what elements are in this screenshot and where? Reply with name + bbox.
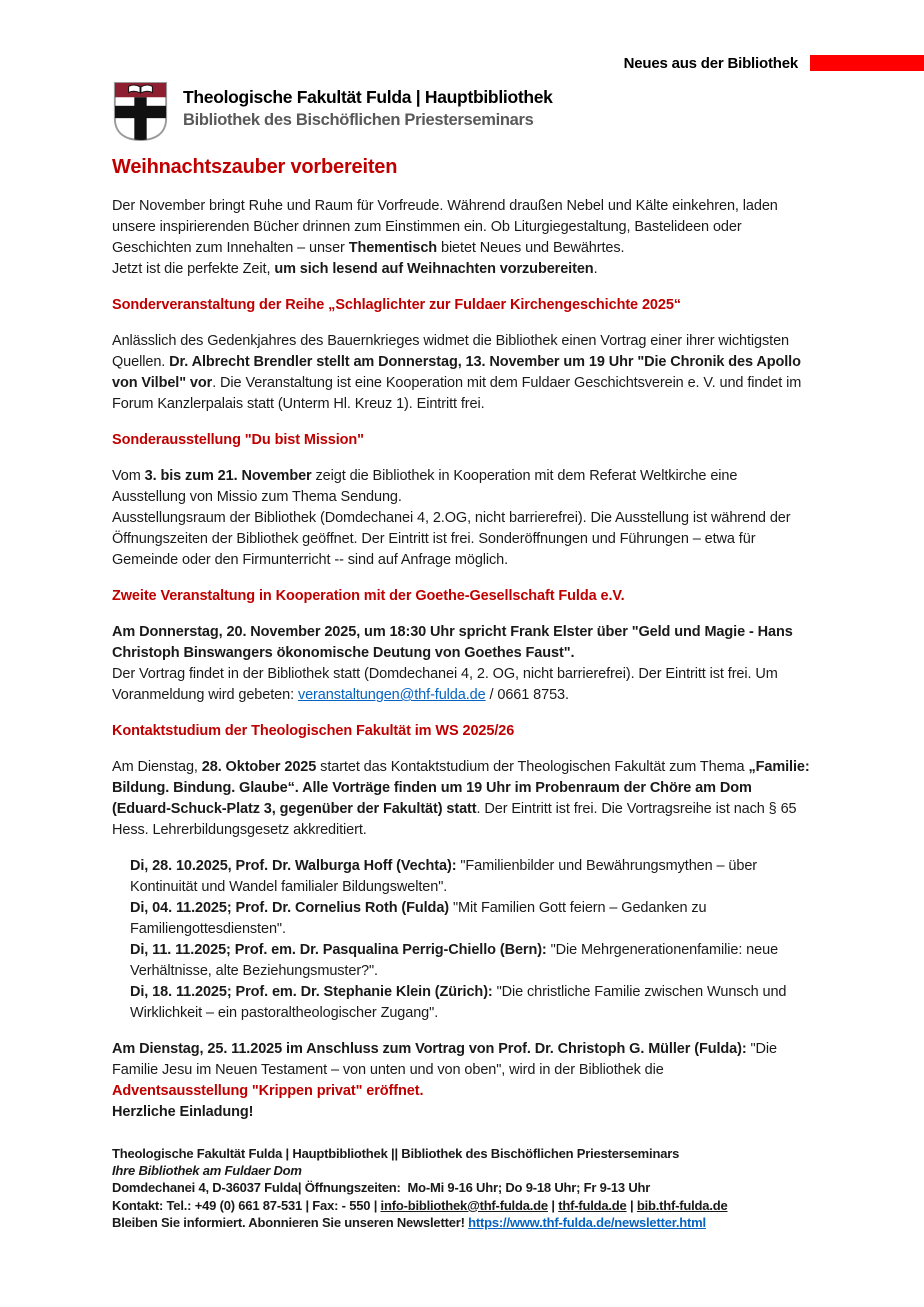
text-run: Theologische Fakultät Fulda | Hauptbibliothek || Bibliothek des Bischöflichen Priesterseminars — [112, 1146, 680, 1161]
text-run: Jetzt ist die perfekte Zeit, — [112, 261, 275, 277]
text-run: Herzliche Einladung! — [112, 1104, 254, 1120]
footer-tagline — [112, 1162, 812, 1179]
text-run: . Der Eintritt ist frei. Die Vortragsreihe ist nach § 65 Hess. Lehrerbildungsgesetz akkreditiert. — [112, 801, 797, 838]
lecture-list — [130, 856, 812, 1024]
text-run: "Die Familie Jesu im Neuen Testament – von unten und von oben", wird in der Bibliothek die — [112, 1041, 778, 1078]
text-run: . Die Veranstaltung ist eine Kooperation mit dem Fuldaer Geschichtsverein e. V. und findet im Forum Kanzlerpalais statt (Unterm Hl. Kreuz 1). Eintritt frei. — [112, 375, 802, 412]
text-run: Am Dienstag, — [112, 759, 202, 775]
text-run: "Die Mehrgenerationenfamilie: neue Verhältnisse, alte Beziehungsmuster?". — [130, 942, 779, 979]
text-run: Vom — [112, 468, 145, 484]
text-run: Anlässlich des Gedenkjahres des Bauernkrieges widmet die Bibliothek einen Vortrag einer ihrer wichtigsten Quellen. — [112, 333, 790, 370]
link-bib-thf-fulda[interactable]: bib.thf-fulda.de — [636, 1197, 728, 1213]
text-run: Ausstellungsraum der Bibliothek (Domdechanei 4, 2.OG, nicht barrierefrei). Die Ausstellung ist während der Öffnungszeiten der Bibliothek geöffnet. Der Eintritt ist frei. Sonderöffnungen und Führungen – etwa für Gemeinde oder den Firmunterricht -- sind auf Anfrage möglich. — [112, 510, 791, 568]
paragraph-missio-ausstellung — [112, 466, 812, 571]
text-run: / 0661 8753. — [485, 687, 569, 703]
org-subtitle: Bibliothek des Bischöflichen Priesterseminars — [183, 111, 534, 129]
heading-sonderveranstaltung: Sonderveranstaltung der Reihe „Schlaglichter zur Fuldaer Kirchengeschichte 2025“ — [112, 297, 681, 313]
text-run: | — [547, 1197, 559, 1213]
text-run: Bleiben Sie informiert. Abonnieren Sie unseren Newsletter! — [112, 1214, 469, 1230]
text-run: "Die christliche Familie zwischen Wunsch und Wirklichkeit – ein pastoraltheologischer Zugang". — [130, 984, 787, 1021]
text-run: Am Donnerstag, 20. November 2025, um 18:30 Uhr spricht Frank Elster über "Geld und Magie - Hans Christoph Binswangers ökonomische Deutung von Goethes Faust". — [112, 624, 793, 661]
footer-newsletter — [112, 1214, 812, 1231]
masthead-label: Neues aus der Bibliothek — [623, 54, 798, 72]
email-link-info-bibliothek[interactable]: info-bibliothek@thf-fulda.de — [380, 1197, 548, 1213]
text-run: Der Vortrag findet in der Bibliothek statt (Domdechanei 4, 2. OG, nicht barrierefrei). Der Eintritt ist frei. Um Voranmeldung wird gebeten: — [112, 666, 778, 703]
text-run: Di, 04. 11.2025; Prof. Dr. Cornelius Roth (Fulda) — [130, 900, 450, 916]
email-link-veranstaltungen[interactable]: veranstaltungen@thf-fulda.de — [297, 687, 486, 703]
article-body — [112, 196, 812, 1123]
page-title: Weihnachtszauber vorbereiten — [112, 156, 398, 178]
text-run: bietet Neues und Bewährtes. — [437, 240, 625, 256]
fulda-library-shield-logo — [112, 80, 169, 143]
paragraph-bauernkrieg-vortrag — [112, 331, 812, 415]
text-run: Am Dienstag, 25. 11.2025 im Anschluss zum Vortrag von Prof. Dr. Christoph G. Müller (Fulda): — [112, 1041, 747, 1057]
footer-address-hours — [112, 1179, 812, 1196]
text-run: Ihre Bibliothek am Fuldaer Dom — [112, 1163, 302, 1179]
text-run: 3. bis zum 21. November — [144, 468, 312, 484]
org-name: Theologische Fakultät Fulda | Hauptbibliothek — [183, 87, 553, 107]
text-run: Di, 11. 11.2025; Prof. em. Dr. Pasqualina Perrig-Chiello (Bern): — [130, 942, 547, 958]
org-header — [112, 80, 812, 143]
paragraph-adventsausstellung — [112, 1039, 812, 1123]
link-thf-fulda[interactable]: thf-fulda.de — [558, 1197, 627, 1213]
text-run: "Familienbilder und Bewährungsmythen – über Kontinuität und Wandel familialer Bildungswelten". — [130, 858, 758, 895]
text-run: Di, 28. 10.2025, Prof. Dr. Walburga Hoff (Vechta): — [130, 858, 457, 874]
text-run: Di, 18. 11.2025; Prof. em. Dr. Stephanie Klein (Zürich): — [130, 984, 493, 1000]
heading-goethe-gesellschaft: Zweite Veranstaltung in Kooperation mit der Goethe-Gesellschaft Fulda e.V. — [112, 588, 625, 604]
intro-paragraph — [112, 196, 812, 280]
text-run: „Familie: Bildung. Bindung. Glaube“. Alle Vorträge finden um 19 Uhr im Probenraum der Chöre am Dom (Eduard-Schuck-Platz 3, gegenüber der Fakultät) statt — [112, 759, 810, 817]
text-run: Domdechanei 4, D-36037 Fulda| Öffnungszeiten: Mo-Mi 9-16 Uhr; Do 9-18 Uhr; Fr 9-13 Uhr — [112, 1180, 651, 1196]
text-run: Dr. Albrecht Brendler stellt am Donnerstag, 13. November um 19 Uhr "Die Chronik des Apollo von Vilbel" vor — [112, 354, 801, 391]
text-run: um sich lesend auf Weihnachten vorzubereiten — [274, 261, 594, 277]
text-run: . — [593, 261, 598, 277]
text-run: | — [626, 1197, 637, 1213]
masthead — [112, 54, 812, 72]
text-run: Thementisch — [348, 240, 438, 256]
text-run: Adventsausstellung "Krippen privat" eröffnet. — [112, 1083, 424, 1099]
footer — [112, 1145, 812, 1231]
newsletter-link[interactable]: https://www.thf-fulda.de/newsletter.html — [468, 1214, 706, 1230]
text-run: startet das Kontaktstudium der Theologischen Fakultät zum Thema — [316, 759, 749, 775]
footer-contact — [112, 1197, 812, 1214]
text-run: zeigt die Bibliothek in Kooperation mit dem Referat Weltkirche eine Ausstellung von Missio zum Thema Sendung. — [112, 468, 738, 505]
red-accent-bar — [810, 55, 924, 71]
heading-sonderausstellung: Sonderausstellung "Du bist Mission" — [112, 432, 364, 448]
paragraph-kontaktstudium — [112, 757, 812, 841]
paragraph-goethe-vortrag — [112, 622, 812, 706]
text-run: "Mit Familien Gott feiern – Gedanken zu Familiengottesdiensten". — [130, 900, 707, 937]
org-title-block — [183, 80, 553, 130]
heading-kontaktstudium: Kontaktstudium der Theologischen Fakultät im WS 2025/26 — [112, 723, 515, 739]
text-run: Kontakt: Tel.: +49 (0) 661 87-531 | Fax: - 550 | — [112, 1197, 381, 1213]
text-run: 28. Oktober 2025 — [201, 759, 317, 775]
footer-org-line — [112, 1145, 812, 1162]
text-run: Der November bringt Ruhe und Raum für Vorfreude. Während draußen Nebel und Kälte einkehren, laden unsere inspirierenden Bücher drinnen zum Einstimmen ein. Ob Liturgiegestaltung, Bastelideen oder Geschichten zum Innehalten – unser — [112, 198, 778, 256]
